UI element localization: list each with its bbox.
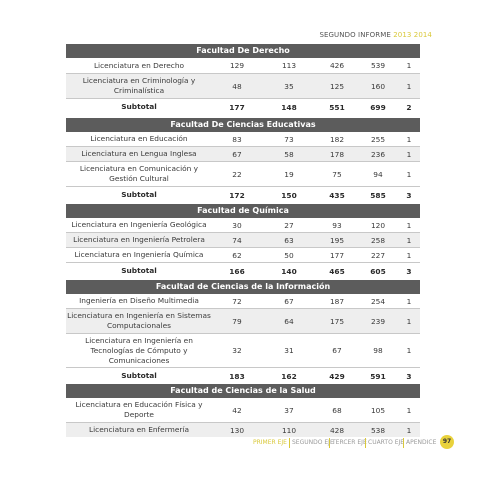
cell: 183 — [229, 371, 245, 381]
program-name: Licenciatura en Ingeniería Geológica — [71, 220, 207, 229]
cell: 79 — [232, 316, 242, 326]
table-row — [66, 162, 420, 187]
cell: 177 — [329, 250, 345, 260]
cell: 93 — [332, 220, 342, 230]
program-name: Licenciatura en Educación — [90, 134, 188, 143]
section-title: Facultad de Ciencias de la Información — [66, 280, 420, 294]
cell: 465 — [329, 266, 345, 276]
section-ciencias-educativas — [66, 118, 420, 203]
cell: 699 — [370, 102, 386, 112]
cell: 42 — [232, 405, 242, 415]
section-title: Facultad De Derecho — [66, 44, 420, 58]
cell: 227 — [370, 250, 386, 260]
cell: 258 — [370, 235, 386, 245]
report-title: SEGUNDO INFORME — [319, 31, 391, 39]
cell: 172 — [229, 190, 245, 200]
program-name: Licenciatura en Ingeniería en Tecnologías de Cómputo y Comunicaciones — [85, 335, 193, 365]
cell: 177 — [229, 102, 245, 112]
cell: 148 — [281, 102, 297, 112]
cell: 2 — [406, 102, 412, 112]
subtotal-label: Subtotal — [121, 371, 157, 380]
cell: 32 — [232, 346, 242, 355]
cell: 1 — [406, 61, 412, 70]
program-name: Licenciatura en Ingeniería Química — [74, 250, 204, 259]
cell: 105 — [370, 405, 386, 415]
table-row — [66, 218, 420, 233]
cell: 67 — [232, 149, 242, 159]
cell: 94 — [373, 169, 383, 179]
cell: 1 — [406, 250, 412, 260]
section-title: Facultad de Ciencias de la Salud — [66, 384, 420, 398]
cell: 538 — [370, 425, 386, 435]
cell: 63 — [284, 235, 294, 245]
cell: 605 — [370, 266, 386, 276]
subtotal-label: Subtotal — [121, 190, 157, 199]
nav-primer-eje[interactable]: PRIMER EJE — [253, 439, 287, 446]
footer-nav — [253, 438, 461, 450]
cell: 1 — [406, 316, 412, 326]
cell: 110 — [281, 425, 297, 435]
cell: 178 — [329, 149, 345, 159]
cell: 435 — [329, 190, 345, 200]
nav-cuarto-eje[interactable]: CUARTO EJE — [365, 438, 404, 448]
cell: 50 — [284, 250, 294, 260]
nav-segundo-eje[interactable]: SEGUNDO EJE — [289, 438, 334, 448]
cell: 67 — [284, 296, 294, 306]
cell: 125 — [329, 81, 345, 91]
section-title: Facultad De Ciencias Educativas — [66, 118, 420, 132]
cell: 58 — [284, 149, 294, 159]
cell: 75 — [332, 169, 342, 179]
program-name: Licenciatura en Ingeniería en Sistemas Computacionales — [67, 311, 211, 330]
cell: 254 — [370, 296, 386, 306]
cell: 162 — [281, 371, 297, 381]
table-row — [66, 309, 420, 334]
cell: 35 — [284, 81, 294, 91]
cell: 73 — [284, 134, 294, 144]
cell: 31 — [284, 346, 294, 355]
cell: 27 — [284, 220, 294, 230]
subtotal-row — [66, 263, 420, 279]
program-name: Licenciatura en Lengua Inglesa — [81, 149, 197, 158]
cell: 239 — [370, 316, 386, 326]
cell: 130 — [229, 425, 245, 435]
cell: 1 — [406, 405, 412, 415]
cell: 1 — [406, 220, 412, 230]
program-name: Ingeniería en Diseño Multimedia — [79, 296, 199, 305]
cell: 585 — [370, 190, 386, 200]
cell: 175 — [329, 316, 345, 326]
cell: 591 — [370, 371, 386, 381]
subtotal-label: Subtotal — [121, 266, 157, 275]
cell: 19 — [284, 169, 294, 179]
cell: 74 — [232, 235, 242, 245]
program-name: Licenciatura en Comunicación y Gestión Cultural — [79, 164, 199, 183]
program-name: Licenciatura en Enfermería — [89, 425, 189, 434]
subtotal-label: Subtotal — [121, 102, 157, 111]
cell: 3 — [406, 266, 412, 276]
table-row — [66, 58, 420, 74]
program-name: Licenciatura en Educación Física y Deporte — [75, 400, 203, 419]
program-name: Licenciatura en Ingeniería Petrolera — [73, 235, 205, 244]
cell: 1 — [406, 134, 412, 144]
cell: 426 — [329, 61, 345, 70]
cell: 120 — [370, 220, 386, 230]
cell: 255 — [370, 134, 386, 144]
cell: 187 — [329, 296, 345, 306]
cell: 113 — [281, 61, 297, 70]
cell: 64 — [284, 316, 294, 326]
table-row — [66, 398, 420, 423]
table-row — [66, 334, 420, 368]
cell: 150 — [281, 190, 297, 200]
program-name: Licenciatura en Criminología y Criminalística — [82, 76, 196, 95]
cell: 140 — [281, 266, 297, 276]
subtotal-row — [66, 368, 420, 384]
section-derecho — [66, 44, 420, 115]
cell: 539 — [370, 61, 386, 70]
table-row — [66, 233, 420, 248]
section-ciencias-salud — [66, 384, 420, 437]
cell: 1 — [406, 296, 412, 306]
nav-apendice[interactable]: APENDICE — [403, 438, 436, 448]
table-row — [66, 423, 420, 437]
section-quimica — [66, 204, 420, 279]
section-title: Facultad de Química — [66, 204, 420, 218]
cell: 3 — [406, 371, 412, 381]
cell: 129 — [229, 61, 245, 70]
cell: 236 — [370, 149, 386, 159]
cell: 1 — [406, 425, 412, 435]
nav-tercer-eje[interactable]: TERCER EJE — [329, 438, 367, 448]
cell: 429 — [329, 371, 345, 381]
program-name: Licenciatura en Derecho — [93, 60, 185, 70]
cell: 428 — [329, 425, 345, 435]
cell: 1 — [406, 346, 412, 355]
cell: 182 — [329, 134, 345, 144]
subtotal-row — [66, 187, 420, 203]
cell: 551 — [329, 102, 345, 112]
subtotal-row — [66, 99, 420, 115]
table-row — [66, 147, 420, 162]
section-ciencias-informacion — [66, 280, 420, 384]
cell: 48 — [232, 81, 242, 91]
cell: 1 — [406, 169, 412, 179]
cell: 1 — [406, 149, 412, 159]
cell: 195 — [329, 235, 345, 245]
table-row — [66, 294, 420, 309]
cell: 1 — [406, 235, 412, 245]
cell: 62 — [232, 250, 242, 260]
table-row — [66, 248, 420, 263]
cell: 67 — [332, 346, 342, 355]
report-header — [319, 31, 432, 39]
page-number: 97 — [440, 435, 454, 449]
cell: 98 — [373, 346, 383, 355]
cell: 160 — [370, 81, 386, 91]
cell: 166 — [229, 266, 245, 276]
cell: 83 — [232, 134, 242, 144]
table-row — [66, 132, 420, 147]
cell: 3 — [406, 190, 412, 200]
table-row — [66, 74, 420, 99]
cell: 72 — [232, 296, 242, 306]
cell: 1 — [406, 81, 412, 91]
cell: 30 — [232, 220, 242, 230]
cell: 37 — [284, 405, 294, 415]
cell: 22 — [232, 169, 242, 179]
report-years: 2013 2014 — [393, 31, 432, 39]
cell: 68 — [332, 405, 342, 415]
